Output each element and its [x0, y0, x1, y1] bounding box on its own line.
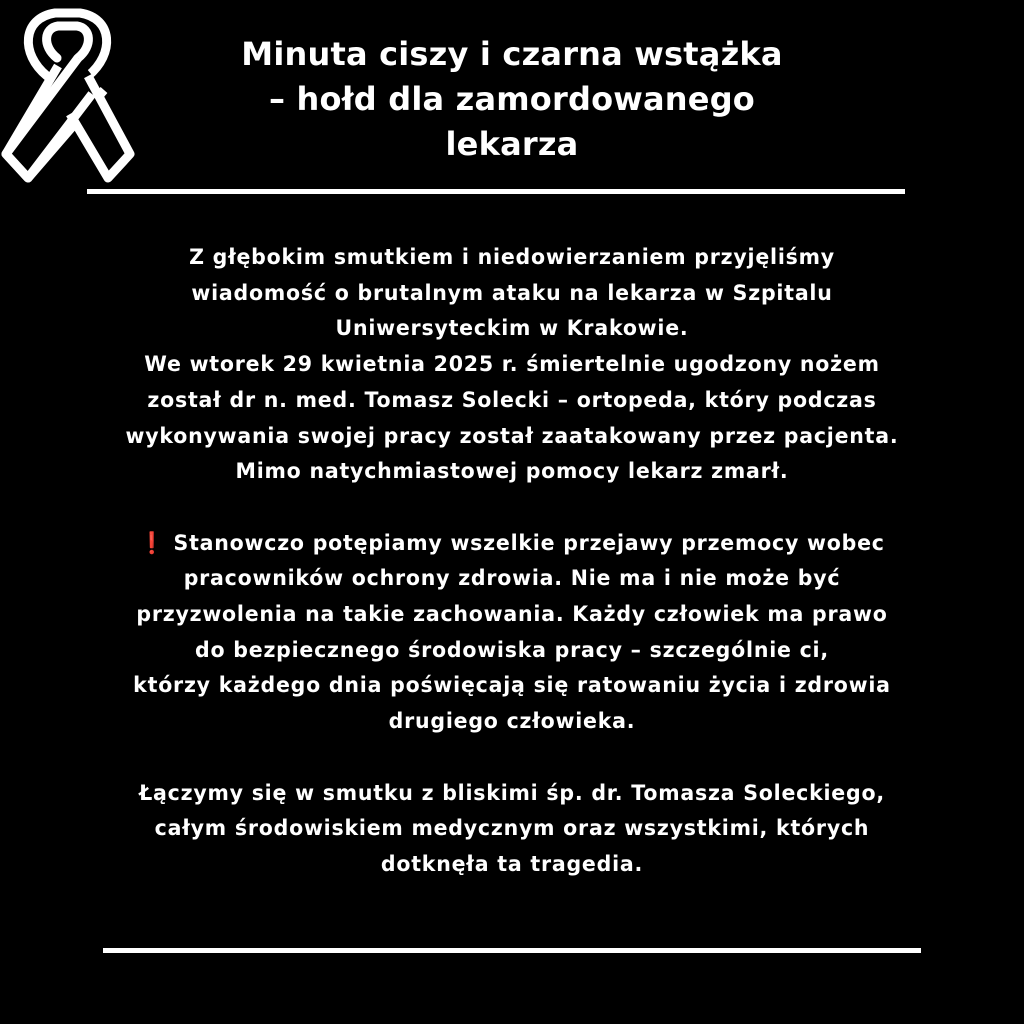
- text-line: Łączymy się w smutku z bliskimi śp. dr. Tomasza Soleckiego,: [139, 780, 885, 805]
- text-line: pracowników ochrony zdrowia. Nie ma i nie może być: [183, 566, 841, 591]
- paragraph-solidarity: [0, 776, 1024, 883]
- awareness-ribbon-icon: [0, 4, 140, 184]
- title-line: Minuta ciszy i czarna wstążka: [241, 35, 783, 73]
- paragraph-condolence: [0, 240, 1024, 490]
- text-line: Mimo natychmiastowej pomocy lekarz zmarł.: [235, 459, 789, 484]
- text-line: wiadomość o brutalnym ataku na lekarza w Szpitalu: [191, 280, 833, 305]
- text-line: drugiego człowieka.: [388, 709, 636, 734]
- title-line: – hołd dla zamordowanego: [269, 80, 755, 118]
- bottom-divider: [103, 948, 921, 953]
- title-line: lekarza: [445, 125, 579, 163]
- page-title: [180, 32, 844, 167]
- text-line: [12, 526, 1012, 562]
- exclamation-icon: ❗: [139, 530, 166, 555]
- text-line: przyzwolenia na takie zachowania. Każdy człowiek ma prawo: [136, 602, 888, 627]
- text-line: Z głębokim smutkiem i niedowierzaniem przyjęliśmy: [189, 245, 835, 269]
- text-line: którzy każdego dnia poświęcają się ratowaniu życia i zdrowia: [133, 673, 891, 698]
- message-body: [0, 240, 1024, 883]
- top-divider: [87, 189, 905, 194]
- text-line: wykonywania swojej pracy został zaatakowany przez pacjenta.: [125, 423, 899, 448]
- text-line: do bezpiecznego środowiska pracy – szczególnie ci,: [195, 637, 829, 662]
- text-line: został dr n. med. Tomasz Solecki – ortopeda, który podczas: [147, 387, 877, 412]
- text-line: dotknęła ta tragedia.: [380, 851, 644, 876]
- text-line: całym środowiskiem medycznym oraz wszystkimi, których: [154, 816, 870, 841]
- text-line: We wtorek 29 kwietnia 2025 r. śmiertelnie ugodzony nożem: [144, 352, 880, 377]
- text-line-content: Stanowczo potępiamy wszelkie przejawy przemocy wobec: [173, 530, 885, 555]
- paragraph-spacer: [0, 740, 1024, 776]
- paragraph-spacer: [0, 490, 1024, 526]
- paragraph-condemnation: [0, 526, 1024, 740]
- text-line: Uniwersyteckim w Krakowie.: [335, 316, 689, 341]
